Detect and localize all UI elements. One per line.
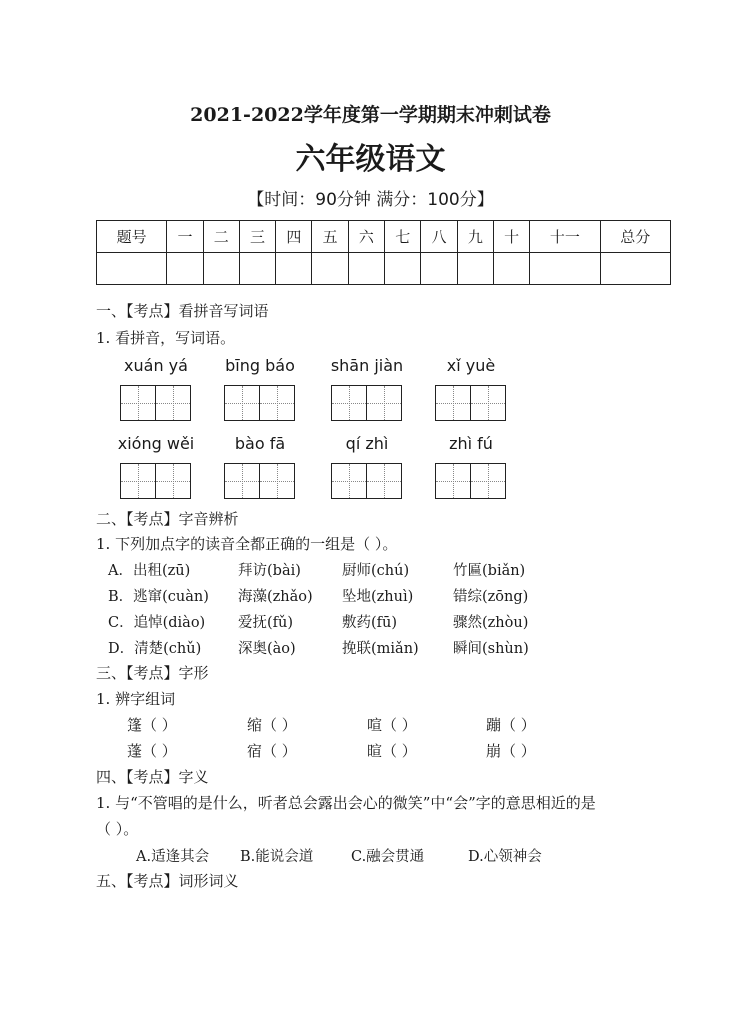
score-header-cell: 十一 bbox=[530, 221, 600, 253]
writing-grid[interactable] bbox=[435, 463, 506, 499]
score-cell[interactable] bbox=[493, 253, 529, 285]
answer-blank[interactable]: （ ）。 bbox=[96, 820, 139, 838]
pinyin-label: xǐ yuè bbox=[446, 356, 496, 375]
score-header-cell: 九 bbox=[457, 221, 493, 253]
option-item: 挽联(miǎn) bbox=[342, 641, 419, 657]
pinyin-label: bīng báo bbox=[225, 356, 295, 375]
option-item: D．清楚(chǔ) bbox=[108, 641, 202, 657]
word-blank[interactable]: 缩（ ） bbox=[247, 716, 297, 734]
score-cell[interactable] bbox=[530, 253, 600, 285]
option-item: 厨师(chú) bbox=[342, 563, 410, 579]
word-blank[interactable]: 宿（ ） bbox=[247, 742, 297, 760]
score-header-cell: 四 bbox=[276, 221, 312, 253]
writing-grid[interactable] bbox=[120, 385, 191, 421]
score-header-cell: 三 bbox=[239, 221, 275, 253]
writing-grid[interactable] bbox=[331, 385, 402, 421]
question-text: 1. 与“不管唱的是什么，听者总会露出会心的微笑”中“会”字的意思相近的是 bbox=[96, 794, 596, 812]
word-blank[interactable]: 蓬（ ） bbox=[127, 742, 177, 760]
section-heading: 三、【考点】字形 bbox=[96, 664, 209, 682]
score-header-cell: 题号 bbox=[97, 221, 167, 253]
score-table bbox=[96, 220, 671, 285]
score-cell[interactable] bbox=[385, 253, 421, 285]
option-item: B.能说会道 bbox=[240, 849, 314, 865]
score-header-cell: 八 bbox=[421, 221, 457, 253]
score-cell[interactable] bbox=[457, 253, 493, 285]
score-cell[interactable] bbox=[97, 253, 167, 285]
section-heading: 五、【考点】词形词义 bbox=[96, 872, 239, 890]
score-header-cell: 二 bbox=[203, 221, 239, 253]
pinyin-label: shān jiàn bbox=[330, 356, 404, 375]
option-item: D.心领神会 bbox=[468, 849, 542, 865]
option-item: 骤然(zhòu) bbox=[453, 615, 529, 631]
score-cell[interactable] bbox=[312, 253, 348, 285]
score-header-cell: 一 bbox=[167, 221, 203, 253]
option-item: 竹匾(biǎn) bbox=[453, 563, 526, 579]
score-cell[interactable] bbox=[600, 253, 670, 285]
score-header-cell: 总分 bbox=[600, 221, 670, 253]
option-item: B．逃窜(cuàn) bbox=[108, 589, 209, 605]
option-item: 敷药(fū) bbox=[342, 615, 398, 631]
word-blank[interactable]: 篷（ ） bbox=[127, 716, 177, 734]
word-blank[interactable]: 暄（ ） bbox=[367, 742, 417, 760]
question-text: 1. 下列加点字的读音全都正确的一组是（ ）。 bbox=[96, 535, 398, 553]
word-blank[interactable]: 崩（ ） bbox=[486, 742, 536, 760]
score-header-cell: 五 bbox=[312, 221, 348, 253]
word-blank[interactable]: 喧（ ） bbox=[367, 716, 417, 734]
option-item: C．追悼(diào) bbox=[108, 615, 206, 631]
option-item: 深奥(ào) bbox=[238, 641, 296, 657]
option-item: 瞬间(shùn) bbox=[453, 641, 529, 657]
writing-grid[interactable] bbox=[120, 463, 191, 499]
score-header-cell: 六 bbox=[348, 221, 384, 253]
score-table-header-row bbox=[97, 221, 671, 253]
writing-grid[interactable] bbox=[224, 463, 295, 499]
option-item: 爱抚(fǔ) bbox=[238, 615, 294, 631]
option-item: A．出租(zū) bbox=[108, 563, 191, 579]
word-blank[interactable]: 蹦（ ） bbox=[486, 716, 536, 734]
score-cell[interactable] bbox=[203, 253, 239, 285]
pinyin-label: qí zhì bbox=[345, 434, 389, 453]
writing-grid[interactable] bbox=[435, 385, 506, 421]
exam-meta: 【时间：90分钟 满分：100分】 bbox=[247, 190, 494, 210]
question-text: 1. 看拼音，写词语。 bbox=[96, 329, 236, 347]
option-item: A.适逢其会 bbox=[136, 849, 210, 865]
score-cell[interactable] bbox=[348, 253, 384, 285]
pinyin-label: xióng wěi bbox=[117, 434, 195, 453]
score-cell[interactable] bbox=[276, 253, 312, 285]
option-item: 海藻(zhǎo) bbox=[238, 589, 313, 605]
score-cell[interactable] bbox=[421, 253, 457, 285]
score-cell[interactable] bbox=[167, 253, 203, 285]
score-header-cell: 七 bbox=[385, 221, 421, 253]
writing-grid[interactable] bbox=[224, 385, 295, 421]
writing-grid[interactable] bbox=[331, 463, 402, 499]
subject-title: 六年级语文 bbox=[295, 142, 446, 177]
pinyin-label: xuán yá bbox=[124, 356, 188, 375]
section-heading: 二、【考点】字音辨析 bbox=[96, 510, 239, 528]
section-heading: 一、【考点】看拼音写词语 bbox=[96, 302, 269, 320]
option-item: 错综(zōng) bbox=[453, 589, 529, 605]
option-item: C.融会贯通 bbox=[351, 849, 425, 865]
pinyin-label: bào fā bbox=[234, 434, 286, 453]
pinyin-label: zhì fú bbox=[449, 434, 493, 453]
score-cell[interactable] bbox=[239, 253, 275, 285]
score-header-cell: 十 bbox=[493, 221, 529, 253]
option-item: 拜访(bài) bbox=[238, 563, 301, 579]
exam-title: 2021-2022学年度第一学期期末冲刺试卷 bbox=[190, 104, 551, 126]
question-text: 1. 辨字组词 bbox=[96, 690, 176, 708]
option-item: 坠地(zhuì) bbox=[342, 589, 414, 605]
section-heading: 四、【考点】字义 bbox=[96, 768, 209, 786]
score-table-blank-row bbox=[97, 253, 671, 285]
